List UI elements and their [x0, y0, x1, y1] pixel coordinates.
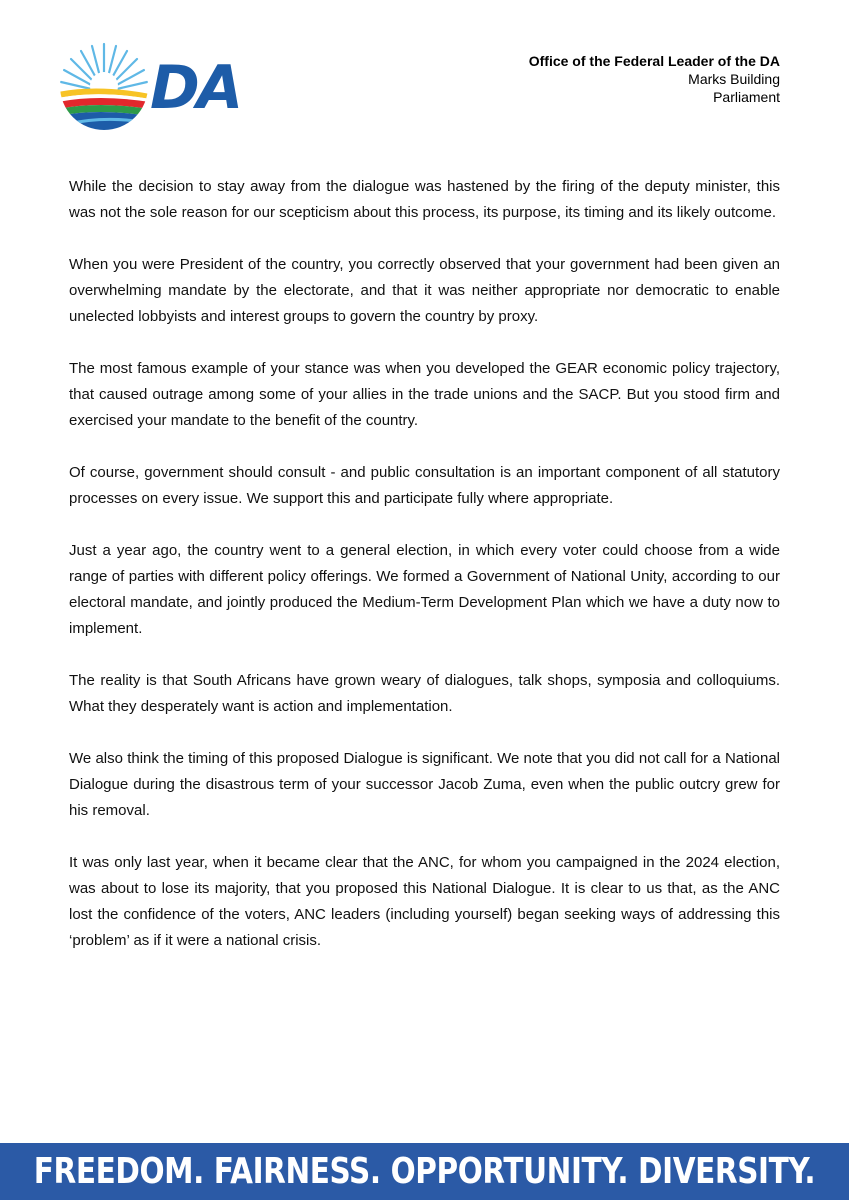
office-address-block: [529, 52, 780, 106]
logo-wordmark: DA: [150, 53, 241, 123]
letter-body: [69, 174, 780, 980]
sun-rays-icon: [58, 44, 150, 136]
paragraph: Just a year ago, the country went to a general election, in which every voter could choose from a wide range of parties with different policy offerings. We formed a Government of National Unity, according to our electoral mandate, and jointly produced the Medium-Term Development Plan which we have a duty now to implement.: [69, 542, 780, 637]
paragraph: It was only last year, when it became clear that the ANC, for whom you campaigned in the 2024 election, was about to lose its majority, that you proposed this National Dialogue. It is clear to us that, as the ANC lost the confidence of the voters, ANC leaders (including yourself) began seeking ways of addressing this ‘problem’ as if it were a national crisis.: [69, 854, 780, 949]
da-logo: [58, 36, 268, 136]
office-building: Marks Building: [688, 71, 780, 87]
paragraph: While the decision to stay away from the dialogue was hastened by the firing of the deputy minister, this was not the sole reason for our scepticism about this process, its purpose, its timing and its likely outcome.: [69, 178, 780, 221]
paragraph: Of course, government should consult - and public consultation is an important component of all statutory processes on every issue. We support this and participate fully where appropriate.: [69, 464, 780, 507]
footer-slogan-band: [0, 1143, 849, 1200]
paragraph: When you were President of the country, you correctly observed that your government had been given an overwhelming mandate by the electorate, and that it was neither appropriate nor democratic to enable unelected lobbyists and interest groups to govern the country by proxy.: [69, 256, 780, 325]
paragraph: We also think the timing of this proposed Dialogue is significant. We note that you did not call for a National Dialogue during the disastrous term of your successor Jacob Zuma, even when the public outcry grew for his removal.: [69, 750, 780, 819]
office-location: Parliament: [713, 89, 780, 105]
footer-slogan: FREEDOM. FAIRNESS. OPPORTUNITY. DIVERSITY.: [33, 1151, 816, 1192]
paragraph: The most famous example of your stance was when you developed the GEAR economic policy trajectory, that caused outrage among some of your allies in the trade unions and the SACP. But you stood firm and exercised your mandate to the benefit of the country.: [69, 360, 780, 429]
da-logo-graphic: [58, 36, 268, 136]
office-title: Office of the Federal Leader of the DA: [528, 53, 780, 69]
paragraph: The reality is that South Africans have grown weary of dialogues, talk shops, symposia and colloquiums. What they desperately want is action and implementation.: [69, 672, 780, 715]
